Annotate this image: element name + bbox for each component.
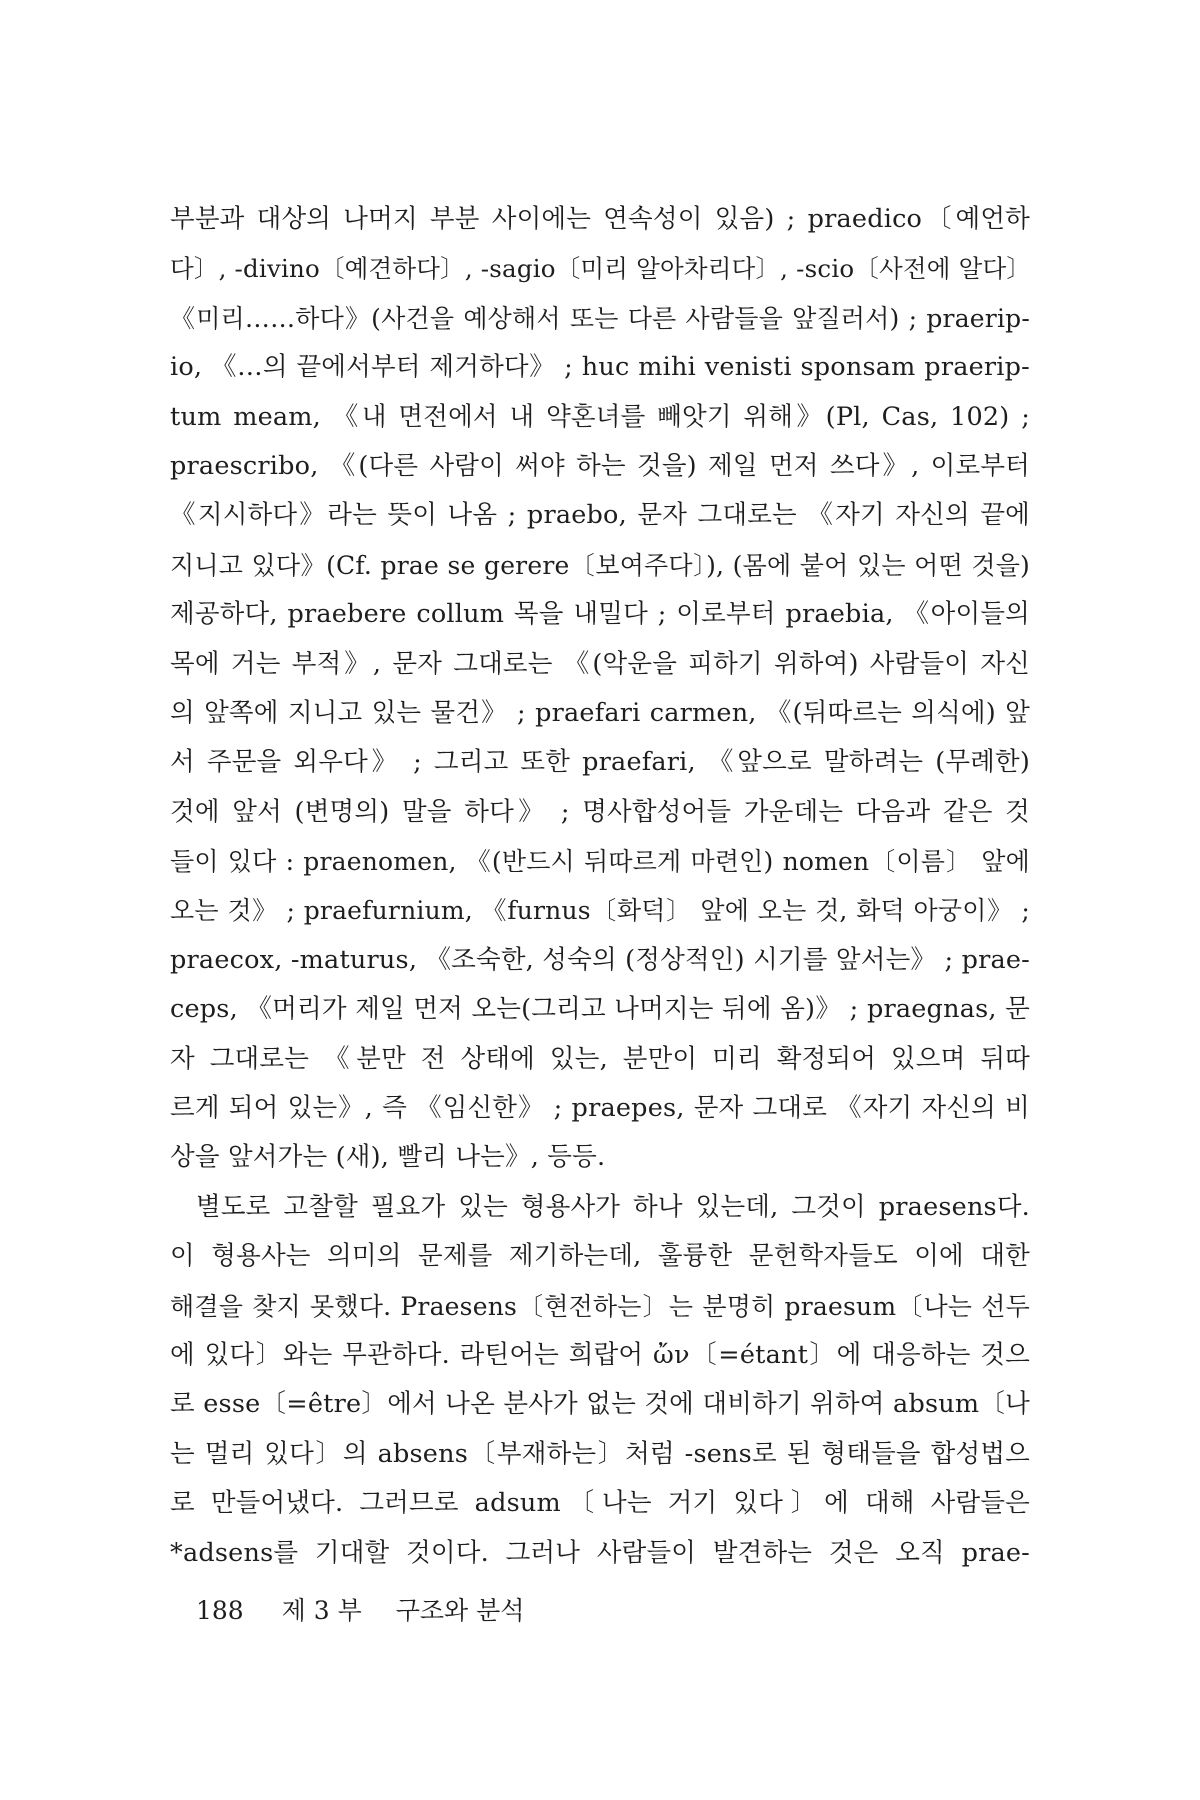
page-footer bbox=[196, 1596, 524, 1626]
body-text bbox=[170, 195, 1030, 1578]
text-line: 자 그대로는 《분만 전 상태에 있는, 분만이 미리 확정되어 있으며 뒤따 bbox=[170, 1043, 1030, 1074]
text-line: praecox, -maturus, 《조숙한, 성숙의 (정상적인) 시기를 앞서는》 ; prae- bbox=[170, 944, 1030, 975]
text-line: 《미리……하다》(사건을 예상해서 또는 다른 사람들을 앞질러서) ; praerip- bbox=[170, 303, 1030, 333]
text-line: 지니고 있다》(Cf. prae se gerere〔보여주다〕), (몸에 붙어 있는 어떤 것을) bbox=[170, 550, 1030, 580]
text-line: 오는 것》 ; praefurnium, 《furnus〔화덕〕 앞에 오는 것, 화덕 아궁이》 ; bbox=[170, 896, 1030, 926]
text-line: io, 《…의 끝에서부터 제거하다》 ; huc mihi venisti sponsam praerip- bbox=[170, 352, 1030, 383]
text-line: 로 만들어냈다. 그러므로 adsum〔나는 거기 있다〕에 대해 사람들은 bbox=[170, 1488, 1030, 1519]
text-line: 것에 앞서 (변명의) 말을 하다》 ; 명사합성어들 가운데는 다음과 같은 것 bbox=[170, 796, 1030, 827]
text-line: 상을 앞서가는 (새), 빨리 나는》, 등등. bbox=[170, 1142, 606, 1173]
text-line: 는 멀리 있다〕의 absens〔부재하는〕처럼 -sens로 된 형태들을 합성법으 bbox=[170, 1438, 1030, 1469]
text-line: 목에 거는 부적》, 문자 그대로는 《(악운을 피하기 위하여) 사람들이 자신 bbox=[170, 648, 1030, 679]
text-line: 별도로 고찰할 필요가 있는 형용사가 하나 있는데, 그것이 praesens다. bbox=[196, 1191, 1030, 1222]
paragraph-1 bbox=[170, 195, 1030, 1183]
text-line: 해결을 찾지 못했다. Praesens〔현전하는〕는 분명히 praesum〔나는 선두 bbox=[170, 1291, 1030, 1321]
paragraph-2 bbox=[170, 1183, 1030, 1578]
text-line: 부분과 대상의 나머지 부분 사이에는 연속성이 있음) ; praedico〔예언하 bbox=[170, 204, 1030, 234]
text-line: 에 있다〕와는 무관하다. 라틴어는 희랍어 ὤν〔=étant〕에 대응하는 것으 bbox=[170, 1339, 1030, 1370]
text-line: 다〕, -divino〔예견하다〕, -sagio〔미리 알아차리다〕, -scio〔사전에 알다〕 bbox=[170, 254, 1032, 284]
text-line: praescribo, 《(다른 사람이 써야 하는 것을) 제일 먼저 쓰다》, 이로부터 bbox=[170, 450, 1030, 481]
text-line: ceps, 《머리가 제일 먼저 오는(그리고 나머지는 뒤에 옴)》 ; praegnas, 문 bbox=[170, 994, 1030, 1025]
page-number: 188 bbox=[196, 1596, 244, 1625]
text-line: 《지시하다》라는 뜻이 나옴 ; praebo, 문자 그대로는 《자기 자신의 끝에 bbox=[170, 500, 1030, 531]
section-title: 구조와 분석 bbox=[395, 1596, 525, 1625]
text-line: 서 주문을 외우다》 ; 그리고 또한 praefari, 《앞으로 말하려는 (무례한) bbox=[170, 747, 1030, 778]
text-line: tum meam, 《내 면전에서 내 약혼녀를 빼앗기 위해》(Pl, Cas, 102) ; bbox=[170, 401, 1030, 432]
text-line: *adsens를 기대할 것이다. 그러나 사람들이 발견하는 것은 오직 prae- bbox=[170, 1537, 1030, 1568]
text-line: 들이 있다 : praenomen, 《(반드시 뒤따르게 마련인) nomen〔이름〕 앞에 bbox=[170, 847, 1030, 877]
text-line: 의 앞쪽에 지니고 있는 물건》 ; praefari carmen, 《(뒤따르는 의식에) 앞 bbox=[170, 697, 1030, 728]
part-label: 제 3 부 bbox=[281, 1596, 362, 1625]
text-line: 로 esse〔=être〕에서 나온 분사가 없는 것에 대비하기 위하여 absum〔나 bbox=[170, 1389, 1030, 1420]
text-line: 르게 되어 있는》, 즉 《임신한》 ; praepes, 문자 그대로 《자기 자신의 비 bbox=[170, 1093, 1030, 1124]
text-line: 제공하다, praebere collum 목을 내밀다 ; 이로부터 praebia, 《아이들의 bbox=[170, 599, 1030, 630]
text-line: 이 형용사는 의미의 문제를 제기하는데, 훌륭한 문헌학자들도 이에 대한 bbox=[170, 1241, 1030, 1272]
